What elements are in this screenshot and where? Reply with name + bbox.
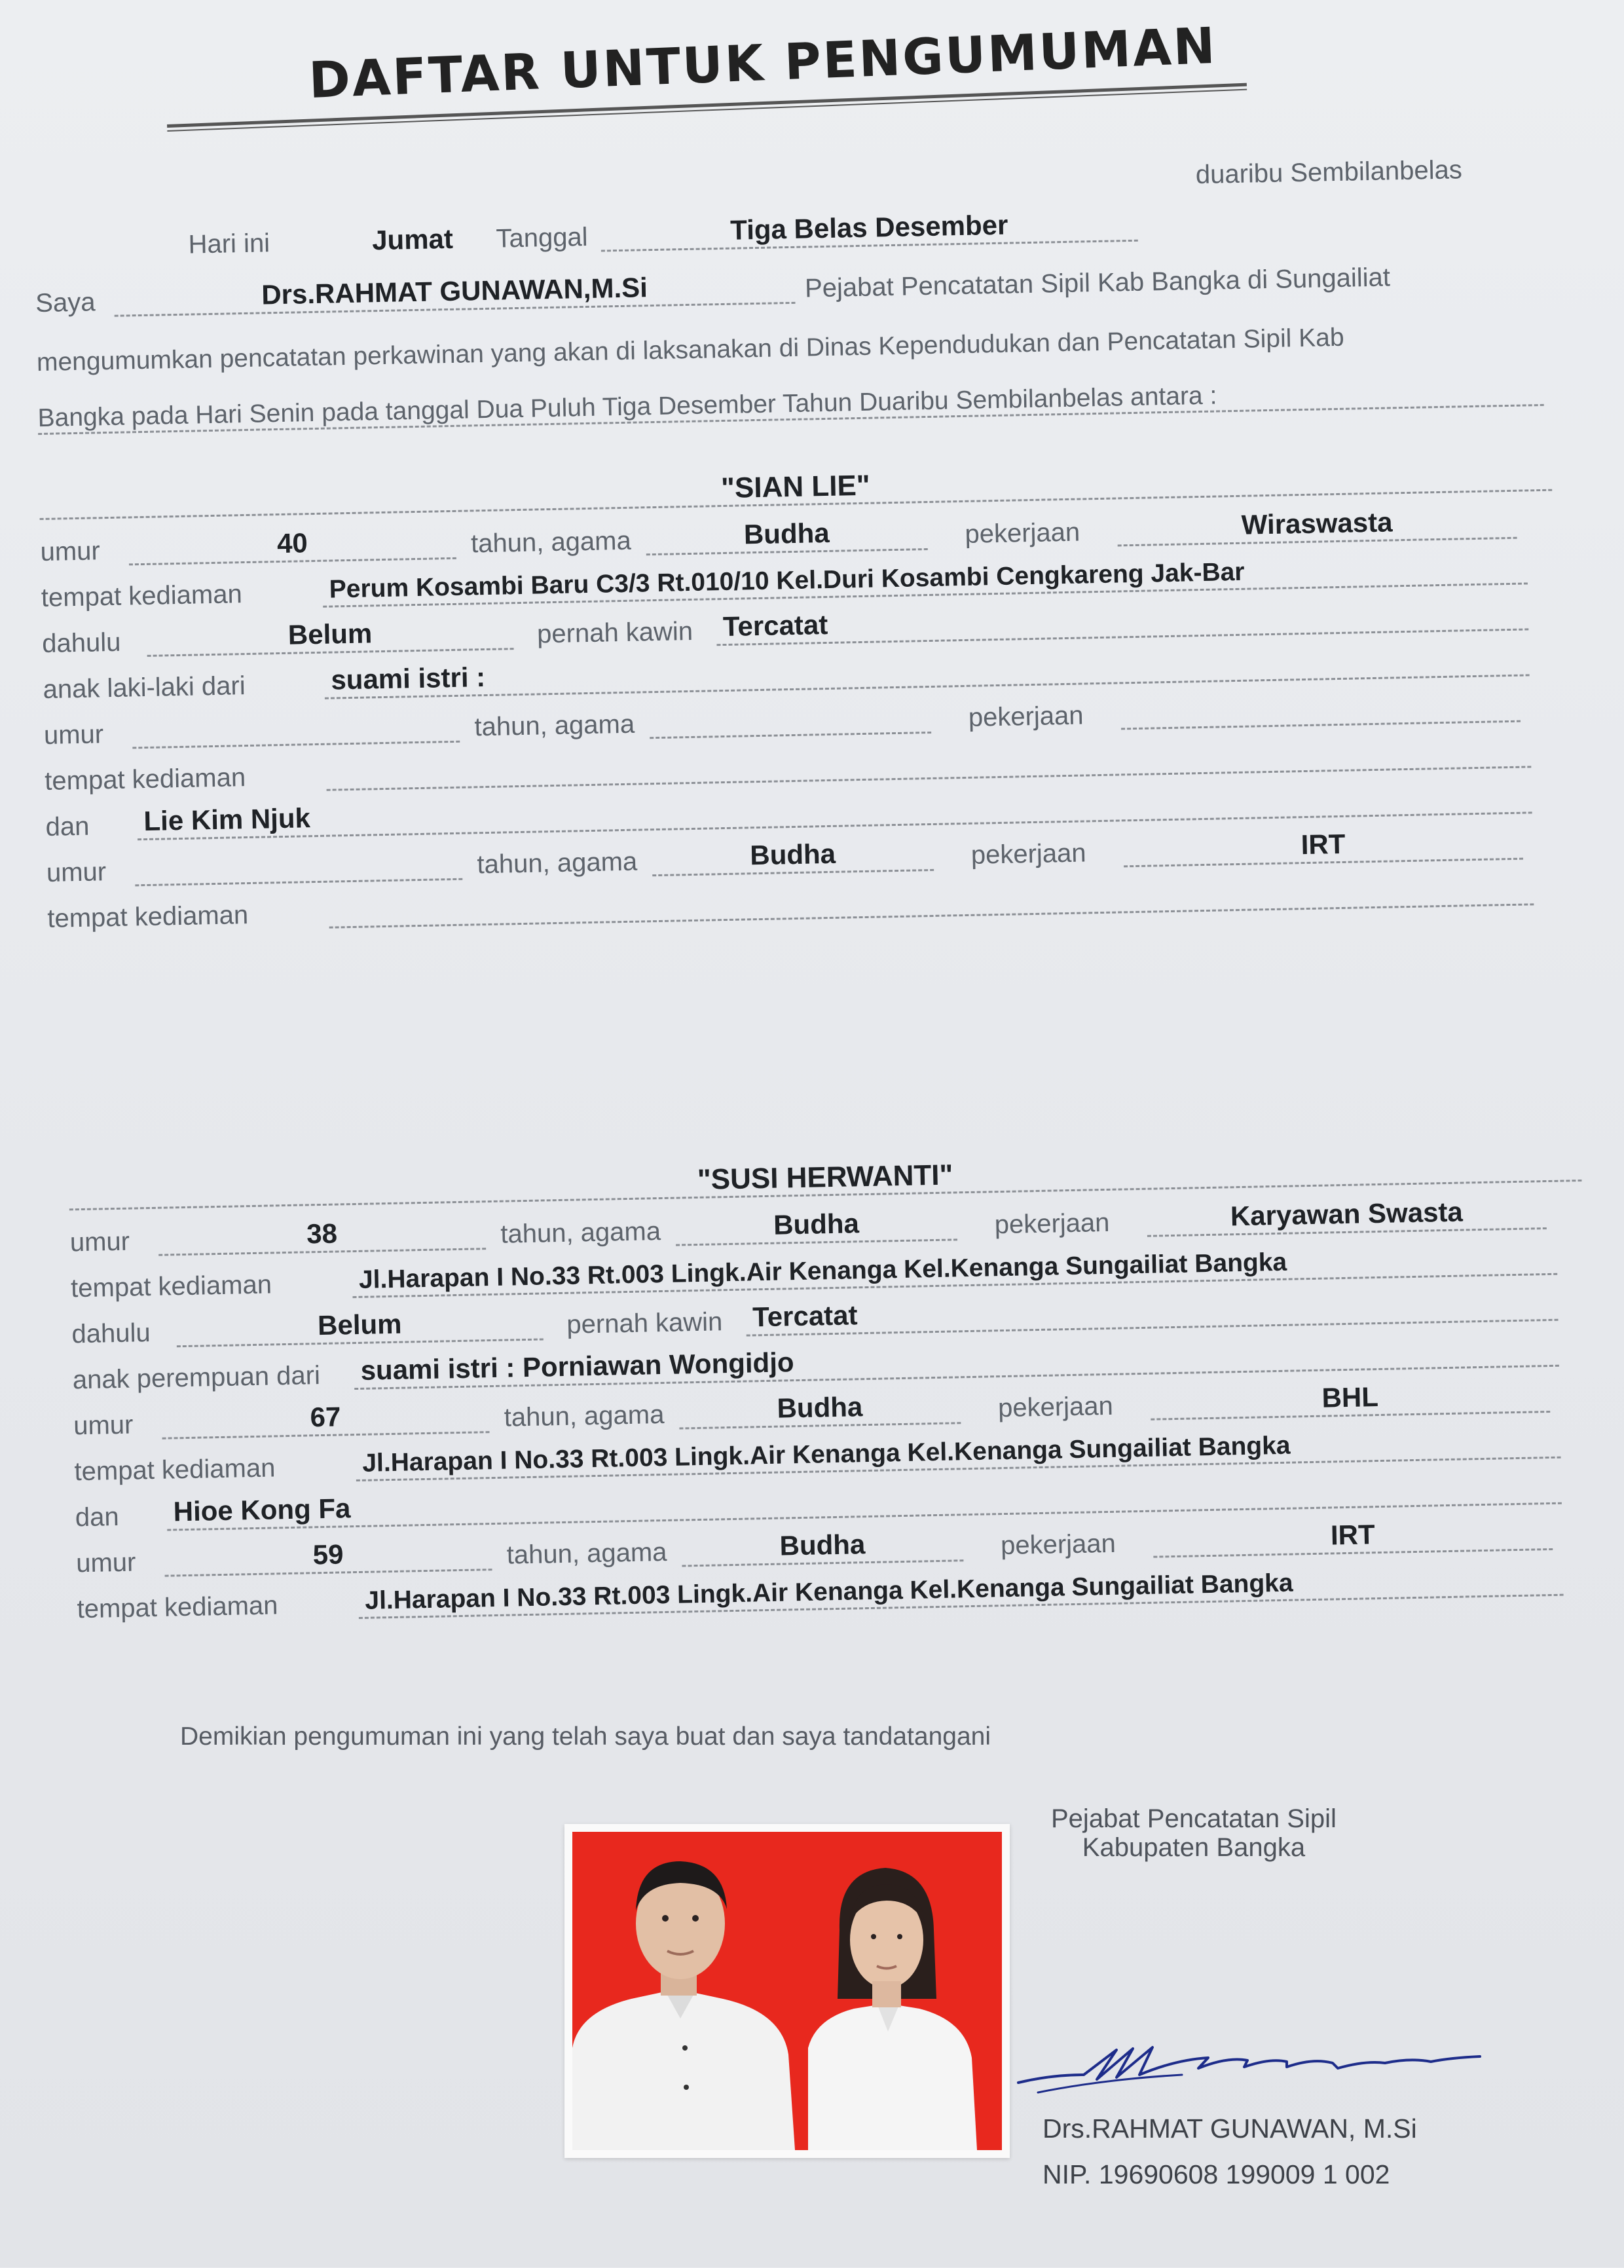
official-title-line-1: Pejabat Pencatatan Sipil xyxy=(1051,1804,1337,1833)
groom-father-pekerjaan-label: pekerjaan xyxy=(968,701,1084,732)
bride-pernah-kawin-label: pernah kawin xyxy=(566,1307,723,1339)
groom-mother-umur xyxy=(134,843,462,887)
groom-umur-label: umur xyxy=(40,536,101,567)
bride-father-tahun-agama-label: tahun, agama xyxy=(504,1400,665,1432)
groom-orang-tua: suami istri : xyxy=(324,639,1530,699)
groom-mother-pekerjaan: IRT xyxy=(1123,823,1523,868)
bride-kediaman: Jl.Harapan I No.33 Rt.003 Lingk.Air Kenanga Kel.Kenanga Sungailiat Bangka xyxy=(352,1238,1557,1298)
official-title-block xyxy=(1051,1804,1337,1862)
groom-mother-tahun-agama-label: tahun, agama xyxy=(477,847,638,880)
bride-pernah-kawin: Tercatat xyxy=(746,1284,1559,1337)
pejabat-jabatan: Pejabat Pencatatan Sipil Kab Bangka di Sungailiat xyxy=(804,263,1391,303)
official-title-line-2: Kabupaten Bangka xyxy=(1082,1833,1306,1862)
bride-father-agama: Budha xyxy=(678,1386,961,1429)
groom-name: "SIAN LIE" xyxy=(39,453,1553,520)
bride-mother-pekerjaan: IRT xyxy=(1153,1513,1553,1558)
intro-date-row xyxy=(188,205,1138,260)
groom-father-umur-label: umur xyxy=(43,720,104,750)
bride-father-kediaman-label: tempat kediaman xyxy=(74,1453,276,1487)
bride-mother-agama: Budha xyxy=(681,1524,963,1567)
intro-text-1: mengumumkan pencatatan perkawinan yang akan di laksanakan di Dinas Kependudukan dan Pencatatan Sipil Kab xyxy=(36,323,1344,377)
bride-umur: 38 xyxy=(158,1212,486,1256)
official-nip: NIP. 19690608 199009 1 002 xyxy=(1043,2159,1390,2189)
bride-dan-label: dan xyxy=(75,1502,120,1533)
groom-anak-label: anak laki-laki dari xyxy=(43,671,246,704)
groom-pekerjaan: Wiraswasta xyxy=(1117,502,1517,547)
bride-father-pekerjaan-label: pekerjaan xyxy=(997,1391,1114,1423)
saya-label: Saya xyxy=(35,288,96,318)
groom-dan-label: dan xyxy=(45,811,90,842)
bride-orang-tua: suami istri : Porniawan Wongidjo xyxy=(354,1329,1559,1390)
closing-statement: Demikian pengumuman ini yang telah saya buat dan saya tandatangani xyxy=(180,1722,991,1751)
page-title: DAFTAR UNTUK PENGUMUMAN xyxy=(308,16,1218,109)
bride-tahun-agama-label: tahun, agama xyxy=(500,1217,661,1249)
bride-dahulu: Belum xyxy=(176,1303,544,1348)
signature xyxy=(1012,1998,1490,2115)
bride-mother-kediaman-label: tempat kediaman xyxy=(77,1591,278,1624)
hari-value: Jumat xyxy=(371,223,454,256)
pejabat-name: Drs.RAHMAT GUNAWAN,M.Si xyxy=(114,267,796,317)
groom-mother-agama: Budha xyxy=(652,834,934,876)
groom-dahulu-label: dahulu xyxy=(41,627,121,659)
intro-text-2: Bangka pada Hari Senin pada tanggal Dua Puluh Tiga Desember Tahun Duaribu Sembilanbelas antara : xyxy=(37,381,1217,433)
groom-father-agama xyxy=(649,696,931,739)
groom-father-pekerjaan xyxy=(1120,685,1521,730)
couple-photo-image xyxy=(572,1832,1002,2150)
bride-pekerjaan: Karyawan Swasta xyxy=(1147,1192,1547,1237)
groom-mother-kediaman-label: tempat kediaman xyxy=(46,901,249,933)
groom-pekerjaan-label: pekerjaan xyxy=(965,517,1080,549)
groom-father-umur xyxy=(132,705,460,749)
bride-mother-tahun-agama-label: tahun, agama xyxy=(506,1537,667,1570)
groom-umur: 40 xyxy=(128,522,456,566)
bride-umur-label: umur xyxy=(69,1227,130,1257)
groom-dahulu: Belum xyxy=(147,612,514,657)
groom-mother-pekerjaan-label: pekerjaan xyxy=(970,838,1086,870)
tanggal-label: Tanggal xyxy=(496,222,588,253)
tanggal-value: Tiga Belas Desember xyxy=(600,204,1138,252)
groom-mother-name: Lie Kim Njuk xyxy=(137,776,1532,840)
groom-pernah-kawin-label: pernah kawin xyxy=(536,616,693,649)
intro-text-row-2 xyxy=(37,367,1544,435)
groom-pernah-kawin: Tercatat xyxy=(716,593,1528,646)
bride-mother-umur-label: umur xyxy=(75,1548,136,1578)
bride-pekerjaan-label: pekerjaan xyxy=(994,1208,1110,1240)
groom-father-tahun-agama-label: tahun, agama xyxy=(474,709,635,742)
intro-saya-row xyxy=(35,255,1391,318)
bride-father-kediaman: Jl.Harapan I No.33 Rt.003 Lingk.Air Kenanga Kel.Kenanga Sungailiat Bangka xyxy=(356,1421,1561,1481)
bride-kediaman-label: tempat kediaman xyxy=(70,1270,272,1303)
bride-anak-label: anak perempuan dari xyxy=(72,1361,321,1395)
groom-agama: Budha xyxy=(646,513,928,555)
hari-ini-label: Hari ini xyxy=(188,229,270,259)
intro-year: duaribu Sembilanbelas xyxy=(1195,155,1463,190)
bride-dahulu-label: dahulu xyxy=(71,1318,151,1349)
groom-kediaman: Perum Kosambi Baru C3/3 Rt.010/10 Kel.Duri Kosambi Cengkareng Jak-Bar xyxy=(322,547,1528,607)
intro-year-row xyxy=(802,148,1462,197)
groom-mother-umur-label: umur xyxy=(46,857,107,887)
couple-photo xyxy=(564,1824,1010,2158)
bride-father-pekerjaan: BHL xyxy=(1150,1375,1550,1421)
bride-mother-name: Hioe Kong Fa xyxy=(166,1467,1562,1531)
bride-mother-umur: 59 xyxy=(164,1533,492,1577)
official-name: Drs.RAHMAT GUNAWAN, M.Si xyxy=(1043,2113,1417,2144)
bride-name: "SUSI HERWANTI" xyxy=(69,1143,1582,1210)
bride-father-umur-label: umur xyxy=(73,1410,134,1441)
bride-mother-kediaman: Jl.Harapan I No.33 Rt.003 Lingk.Air Kenanga Kel.Kenanga Sungailiat Bangka xyxy=(358,1559,1564,1619)
bride-mother-pekerjaan-label: pekerjaan xyxy=(1000,1529,1116,1561)
intro-text-row-1 xyxy=(36,316,1344,377)
groom-kediaman-label: tempat kediaman xyxy=(41,580,243,613)
groom-tahun-agama-label: tahun, agama xyxy=(470,526,632,559)
bride-father-umur: 67 xyxy=(162,1396,490,1440)
bride-agama: Budha xyxy=(675,1203,957,1246)
official-signature-block xyxy=(1043,2106,1417,2197)
groom-father-kediaman-label: tempat kediaman xyxy=(44,763,246,796)
